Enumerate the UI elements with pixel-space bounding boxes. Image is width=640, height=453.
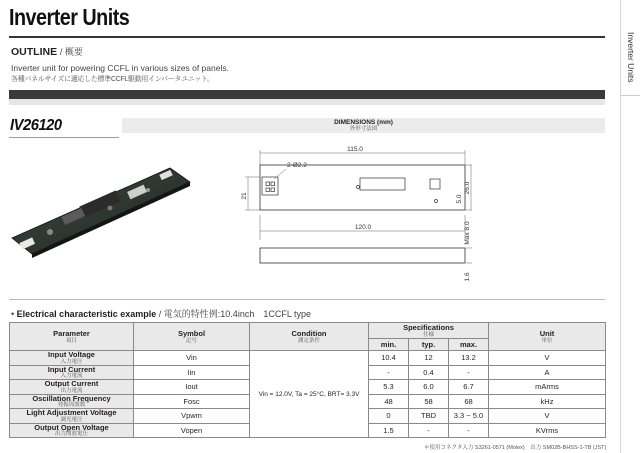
symbol-cell: Iout (134, 380, 250, 395)
condition-cell: Vin = 12.0V, Ta = 25°C, BRT= 3.3V (250, 351, 369, 438)
typ-cell: - (409, 423, 449, 438)
max-cell: 13.2 (449, 351, 489, 366)
outline-heading-ja: 概要 (64, 47, 83, 57)
unit-cell: mArms (489, 380, 606, 395)
typ-cell: 0.4 (409, 365, 449, 380)
min-cell: 0 (369, 409, 409, 424)
dimensions-header (122, 118, 605, 133)
max-cell: - (449, 423, 489, 438)
outline-description-ja: 各種パネルサイズに適応した標準CCFL駆動用インバータユニット。 (11, 76, 214, 83)
unit-cell: A (489, 365, 606, 380)
header-symbol-ja: 記号 (185, 338, 197, 344)
unit-cell: V (489, 351, 606, 366)
param-cell (10, 423, 134, 438)
dim-width-top: 115.0 (347, 146, 363, 153)
param-ja: 出力電流 (60, 387, 83, 394)
max-cell: 68 (449, 394, 489, 409)
typ-cell: TBD (409, 409, 449, 424)
table-row (10, 351, 606, 366)
unit-cell: KVrms (489, 423, 606, 438)
header-unit-en: Unit (539, 329, 555, 338)
title-rule (9, 36, 605, 38)
param-ja: 出力開放電圧 (54, 431, 88, 437)
symbol-cell: Fosc (134, 394, 250, 409)
electrical-slash: / (158, 309, 164, 319)
connector-footnote: ＊使用コネクタ入力 S3261-0571 (Molex) 出力 SM02B-BHSS-1-TB (JST) (424, 445, 607, 451)
param-en: Input Current (47, 364, 96, 374)
symbol-cell: Vopen (134, 423, 250, 438)
header-condition-en: Condition (291, 329, 327, 338)
min-cell: 1.5 (369, 423, 409, 438)
section-separator (9, 299, 605, 300)
dimension-drawing (240, 145, 475, 285)
dimensions-header-ja: 外形寸法図 (349, 126, 378, 132)
section-band-dark (9, 90, 605, 99)
param-cell (10, 351, 134, 366)
param-en: Output Open Voltage (34, 422, 109, 432)
header-unit (489, 323, 606, 351)
header-specifications-en: Specifications (403, 323, 454, 332)
electrical-heading (11, 307, 311, 320)
max-cell: 3.3 ~ 5.0 (449, 409, 489, 424)
side-tab-inverter-units[interactable] (621, 30, 640, 96)
param-cell (10, 380, 134, 395)
dim-max-height: Max 8.0 (464, 221, 471, 245)
dimension-lines (245, 150, 472, 263)
model-name: IV26120 (10, 117, 62, 134)
product-photo (10, 160, 192, 260)
dim-thickness: 1.6 (464, 272, 471, 282)
side-index-strip (620, 0, 640, 453)
page-title: Inverter Units (9, 4, 130, 30)
header-symbol (134, 323, 250, 351)
param-en: Light Adjustment Voltage (26, 408, 117, 417)
header-unit-ja: 単位 (541, 338, 553, 344)
dim-hole: 2-Ø2.2 (287, 162, 307, 169)
header-specifications (369, 323, 489, 339)
section-band-light (9, 99, 605, 105)
max-cell: - (449, 365, 489, 380)
dim-height-left: 21 (241, 192, 248, 200)
param-en: Input Voltage (48, 350, 95, 359)
symbol-cell: Vin (134, 351, 250, 366)
outline-description-en: Inverter unit for powering CCFL in various sizes of panels. (11, 63, 229, 73)
spec-table (9, 322, 606, 438)
electrical-heading-en: Electrical characteristic example (16, 309, 157, 319)
header-condition (250, 323, 369, 351)
min-cell: 48 (369, 394, 409, 409)
min-cell: - (369, 365, 409, 380)
param-ja: 入力電流 (60, 373, 83, 379)
side-tab-label: Inverter Units (626, 32, 636, 83)
header-specifications-ja: 仕様 (423, 332, 435, 338)
header-parameter-ja: 項目 (65, 338, 77, 344)
outline-slash: / (59, 47, 65, 57)
param-en: Oscillation Frequency (32, 393, 111, 403)
param-cell (10, 409, 134, 424)
outline-heading-en: OUTLINE (11, 46, 58, 58)
header-max: max. (449, 339, 489, 351)
bullet: • (11, 309, 17, 319)
typ-cell: 12 (409, 351, 449, 366)
param-en: Output Current (44, 379, 99, 388)
dim-width-bottom: 120.0 (354, 224, 372, 231)
typ-cell: 6.0 (409, 380, 449, 395)
board-components (262, 177, 440, 203)
unit-cell: kHz (489, 394, 606, 409)
header-parameter-en: Parameter (53, 329, 90, 338)
param-cell (10, 394, 134, 409)
dim-26: 26.0 (464, 181, 471, 195)
max-cell: 6.7 (449, 380, 489, 395)
symbol-cell: Iin (134, 365, 250, 380)
param-ja: 入力電圧 (60, 358, 83, 365)
min-cell: 10.4 (369, 351, 409, 366)
dimensions-header-en: DIMENSIONS (mm) (334, 119, 393, 126)
dim-5: 5.0 (456, 194, 463, 204)
electrical-heading-ja: 電気的特性例 (163, 309, 218, 319)
model-rule (9, 137, 119, 138)
outline-heading (11, 45, 83, 58)
header-min: min. (369, 339, 409, 351)
min-cell: 5.3 (369, 380, 409, 395)
board-outline (260, 165, 465, 263)
param-ja: 調光電圧 (60, 416, 83, 423)
unit-cell: V (489, 409, 606, 424)
typ-cell: 58 (409, 394, 449, 409)
header-typ: typ. (409, 339, 449, 351)
header-condition-ja: 測定条件 (297, 338, 320, 344)
param-cell (10, 365, 134, 380)
header-parameter (10, 323, 134, 351)
electrical-condition-note: :10.4inch 1CCFL type (217, 309, 312, 319)
symbol-cell: Vpwm (134, 409, 250, 424)
header-symbol-en: Symbol (177, 329, 206, 338)
param-ja: 発振周波数 (57, 402, 86, 408)
